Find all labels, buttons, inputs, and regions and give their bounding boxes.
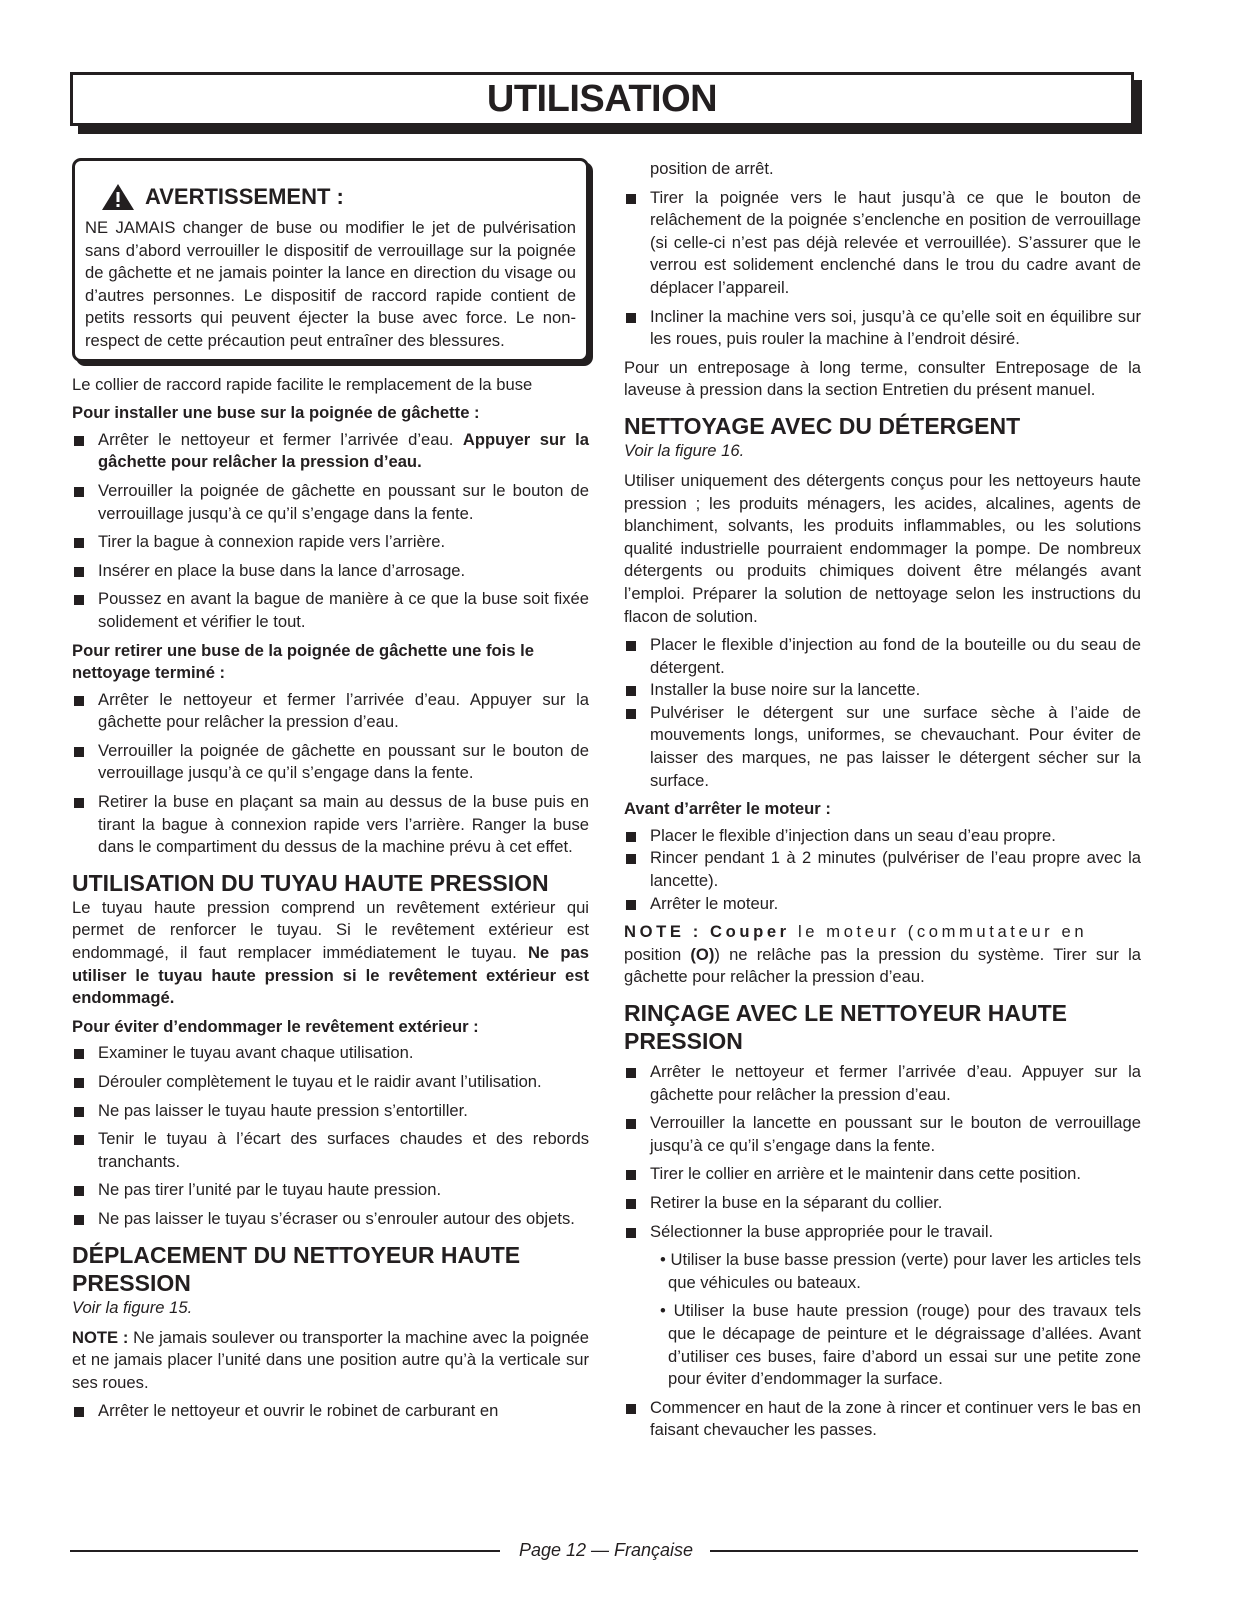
stop-list (624, 825, 1141, 915)
square-bullet-icon (74, 538, 84, 548)
engine-note: NOTE : Couper le moteur (commutateur en position (O)) ne relâche pas la pression du système. Tirer sur la gâchette pour relâcher la pression d’eau. (624, 922, 1142, 987)
list-item: Tirer la poignée vers le haut jusqu’à ce que le bouton de relâchement de la poignée s’enclenche en position de verrouillage (si celle-ci n’est pas déjà relevée et verrouillée). S’assurer que le verrou est solidement enclenché dans le trou du cadre avant de déplacer l’appareil. (624, 187, 1141, 300)
list-item: Placer le flexible d’injection au fond de la bouteille ou du seau de détergent. (624, 634, 1141, 679)
page-title: UTILISATION (486, 78, 718, 120)
warning-box (72, 158, 589, 362)
square-bullet-icon (626, 1170, 636, 1180)
list-item: Ne pas tirer l’unité par le tuyau haute pression. (72, 1179, 589, 1202)
square-bullet-icon (626, 313, 636, 323)
square-bullet-icon (74, 798, 84, 808)
square-bullet-icon (626, 832, 636, 842)
footer-rule-right (710, 1550, 1138, 1552)
list-item: Arrêter le nettoyeur et fermer l’arrivée d’eau. Appuyer sur la gâchette pour relâcher la pression d’eau. (624, 1061, 1141, 1106)
square-bullet-icon (626, 709, 636, 719)
square-bullet-icon (626, 1068, 636, 1078)
list-item: Verrouiller la poignée de gâchette en poussant sur le bouton de verrouillage jusqu’à ce qu’il s’engage dans la fente. (72, 740, 589, 785)
list-item: Commencer en haut de la zone à rincer et continuer vers le bas en faisant chevaucher les passes. (624, 1397, 1141, 1442)
intro-paragraph: Le collier de raccord rapide facilite le remplacement de la buse (72, 374, 533, 394)
right-column (624, 158, 1141, 1448)
list-item: Arrêter le nettoyeur et ouvrir le robinet de carburant en (72, 1400, 589, 1423)
list-item: Sélectionner la buse appropriée pour le travail. (624, 1221, 1141, 1244)
square-bullet-icon (626, 1228, 636, 1238)
square-bullet-icon (74, 747, 84, 757)
warning-title-text: AVERTISSEMENT : (145, 184, 344, 209)
install-subheading: Pour installer une buse sur la poignée de gâchette : (72, 403, 480, 423)
list-item: Arrêter le moteur. (624, 893, 1141, 916)
square-bullet-icon (626, 641, 636, 651)
square-bullet-icon (74, 1215, 84, 1225)
sub-list-item: • Utiliser la buse basse pression (verte) pour laver les articles tels que véhicules ou bateaux. (660, 1250, 1141, 1292)
square-bullet-icon (626, 686, 636, 696)
square-bullet-icon (626, 900, 636, 910)
square-bullet-icon (74, 567, 84, 577)
list-item: Retirer la buse en plaçant sa main au dessus de la buse puis en tirant la bague à connexion rapide vers l’arrière. Ranger la buse dans le compartiment du dessus de la machine prévu à cet effet. (72, 791, 589, 859)
remove-list (72, 689, 589, 859)
list-item: Ne pas laisser le tuyau s’écraser ou s’enrouler autour des objets. (72, 1208, 589, 1231)
list-item: Tenir le tuyau à l’écart des surfaces chaudes et des rebords tranchants. (72, 1128, 589, 1173)
stop-subheading: Avant d’arrêter le moteur : (624, 799, 831, 819)
sub-list-item: • Utiliser la buse haute pression (rouge) pour des travaux tels que le décapage de peinture et le dégraissage d’allées. Avant d’utiliser ces buses, faire d’abord un essai sur une petite zone pour éviter d’endommager la surface. (660, 1301, 1141, 1389)
page-footer (70, 1538, 1138, 1562)
rinse-list (624, 1061, 1141, 1243)
footer-page-label: Page 12 — Française (518, 1540, 694, 1560)
list-item: Installer la buse noire sur la lancette. (624, 679, 1141, 702)
square-bullet-icon (74, 595, 84, 605)
warning-title (85, 183, 576, 211)
list-item: Examiner le tuyau avant chaque utilisation. (72, 1042, 589, 1065)
list-item: Dérouler complètement le tuyau et le raidir avant l’utilisation. (72, 1071, 589, 1094)
install-list (72, 429, 589, 634)
hose-paragraph: Le tuyau haute pression comprend un revêtement extérieur qui permet de renforcer le tuyau. Si le revêtement extérieur est endommagé, il faut remplacer immédiatement le tuyau. Ne pas utiliser le tuyau haute pression si le revêtement extérieur est endommagé. (72, 897, 589, 1008)
move-continued: position de arrêt. (650, 159, 774, 178)
list-item: Tirer le collier en arrière et le maintenir dans cette position. (624, 1163, 1141, 1186)
square-bullet-icon (626, 194, 636, 204)
list-item: Tirer la bague à connexion rapide vers l’arrière. (72, 531, 589, 554)
square-bullet-icon (74, 1407, 84, 1417)
square-bullet-icon (74, 487, 84, 497)
remove-subheading: Pour retirer une buse de la poignée de gâchette une fois le nettoyage terminé : (72, 640, 534, 683)
left-column (72, 158, 589, 1429)
list-item: Rincer pendant 1 à 2 minutes (pulvériser de l’eau propre avec la lancette). (624, 847, 1141, 892)
square-bullet-icon (74, 1049, 84, 1059)
square-bullet-icon (74, 1135, 84, 1145)
rinse-heading: RINÇAGE AVEC LE NETTOYEUR HAUTE PRESSION (624, 1000, 1067, 1054)
hose-subheading: Pour éviter d’endommager le revêtement extérieur : (72, 1016, 479, 1036)
detergent-paragraph: Utiliser uniquement des détergents conçus pour les nettoyeurs haute pression ; les produits ménagers, les acides, alcalines, agents de blanchiment, solvants, les produits inflammables, ou les solutions qualité industrielle pourraient endommager la pompe. De nombreux détergents ou produits chimiques doivent être mélangés avant l’emploi. Préparer la solution de nettoyage selon les instructions du flacon de solution. (624, 470, 1141, 626)
detergent-heading: NETTOYAGE AVEC DU DÉTERGENT (624, 412, 1021, 439)
square-bullet-icon (626, 1119, 636, 1129)
footer-rule-left (70, 1550, 500, 1552)
list-item: Ne pas laisser le tuyau haute pression s’entortiller. (72, 1100, 589, 1123)
list-item: Placer le flexible d’injection dans un seau d’eau propre. (624, 825, 1141, 848)
move-list-start (72, 1400, 589, 1423)
hose-heading: UTILISATION DU TUYAU HAUTE PRESSION (72, 869, 549, 896)
list-item: Pulvériser le détergent sur une surface sèche à l’aide de mouvements longs, uniformes, se chevauchant. Pour éviter de laisser des marques, ne pas laisser le détergent sécher sur la surface. (624, 702, 1141, 792)
square-bullet-icon (626, 1199, 636, 1209)
square-bullet-icon (626, 854, 636, 864)
hose-list (72, 1042, 589, 1230)
list-item: Arrêter le nettoyeur et fermer l’arrivée d’eau. Appuyer sur la gâchette pour relâcher la pression d’eau. (72, 429, 589, 474)
move-heading: DÉPLACEMENT DU NETTOYEUR HAUTE PRESSION (72, 1241, 521, 1296)
square-bullet-icon (74, 1107, 84, 1117)
square-bullet-icon (74, 1078, 84, 1088)
rinse-sublist (624, 1249, 1141, 1391)
warning-triangle-icon (101, 183, 135, 211)
detergent-list (624, 634, 1141, 792)
square-bullet-icon (74, 436, 84, 446)
square-bullet-icon (74, 696, 84, 706)
square-bullet-icon (626, 1404, 636, 1414)
move-list (624, 187, 1141, 351)
list-item: Arrêter le nettoyeur et fermer l’arrivée d’eau. Appuyer sur la gâchette pour relâcher la pression d’eau. (72, 689, 589, 734)
list-item: Insérer en place la buse dans la lance d’arrosage. (72, 560, 589, 583)
storage-paragraph: Pour un entreposage à long terme, consulter Entreposage de la laveuse à pression dans la section Entretien du présent manuel. (624, 357, 1141, 400)
list-item: Incliner la machine vers soi, jusqu’à ce qu’elle soit en équilibre sur les roues, puis rouler la machine à l’endroit désiré. (624, 306, 1141, 351)
move-note: NOTE : Ne jamais soulever ou transporter la machine avec la poignée et ne jamais placer l’unité dans une position autre qu’à la verticale sur ses roues. (72, 1327, 590, 1392)
list-item: Verrouiller la poignée de gâchette en poussant sur le bouton de verrouillage jusqu’à ce qu’il s’engage dans la fente. (72, 480, 589, 525)
list-item: Retirer la buse en la séparant du collier. (624, 1192, 1141, 1215)
rinse-list-end (624, 1397, 1141, 1442)
square-bullet-icon (74, 1186, 84, 1196)
list-item: Verrouiller la lancette en poussant sur le bouton de verrouillage jusqu’à ce qu’il s’engage dans la fente. (624, 1112, 1141, 1157)
warning-body: NE JAMAIS changer de buse ou modifier le jet de pulvérisation sans d’abord verrouiller le dispositif de verrouillage sur la poignée de gâchette et ne jamais pointer la lance en direction du visage ou d’autres personnes. Le dispositif de raccord rapide contient de petits ressorts qui peuvent éjecter la buse avec force. Le non-respect de cette précaution peut entraîner des blessures. (85, 218, 576, 350)
page-title-banner (70, 72, 1134, 126)
detergent-figure-ref: Voir la figure 16. (624, 440, 745, 460)
move-figure-ref: Voir la figure 15. (72, 1297, 193, 1317)
list-item: Poussez en avant la bague de manière à ce que la buse soit fixée solidement et vérifier le tout. (72, 588, 589, 633)
